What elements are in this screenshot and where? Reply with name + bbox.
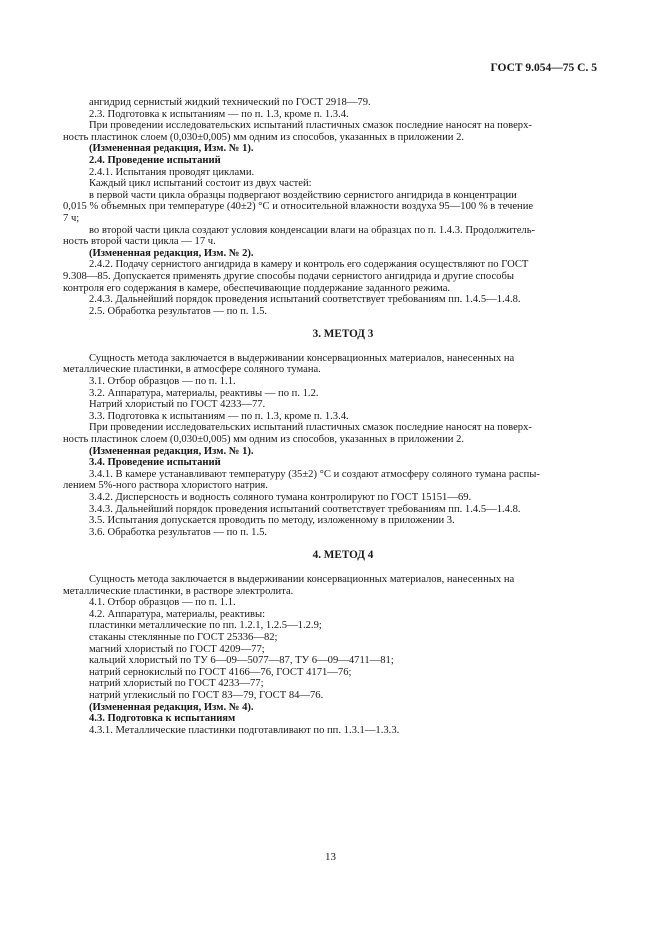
text-line: пластинки металлические по пп. 1.2.1, 1.2.5—1.2.9;: [89, 620, 322, 632]
text-line: 3.4.2. Дисперсность и водность соляного тумана контролируют по ГОСТ 15151—69.: [89, 492, 472, 503]
text-line: 2.4.1. Испытания проводят циклами.: [89, 166, 255, 178]
text-line: (Измененная редакция, Изм. № 2).: [89, 247, 254, 259]
text-line: Сущность метода заключается в выдерживании консервационных материалов, нанесенных на: [89, 573, 515, 585]
section-heading-method-3: 3. МЕТОД 3: [312, 328, 374, 341]
text-line: натрий хлористый по ГОСТ 4233—77;: [89, 678, 264, 690]
text-line: во второй части цикла создают условия конденсации влаги на образцах по п. 1.4.3. Продолжитель-: [89, 224, 536, 236]
text-line: 3.4. Проведение испытаний: [89, 457, 221, 469]
text-line: 2.4. Проведение испытаний: [89, 154, 221, 166]
text-line: 3.4.1. В камере устанавливают температуру (35±2) °С и создают атмосферу соляного тумана распы-: [89, 468, 540, 480]
document-body: [63, 97, 597, 736]
text-line: (Измененная редакция, Изм. № 4).: [89, 701, 254, 713]
text-line: в первой части цикла образцы подвергают воздействию сернистого ангидрида в концентрации: [89, 189, 517, 201]
section-heading-method-4: 4. МЕТОД 4: [312, 549, 374, 562]
text-line: 3.1. Отбор образцов — по п. 1.1.: [89, 376, 236, 388]
text-line: кальций хлористый по ТУ 6—09—5077—87, ТУ 6—09—4711—81;: [89, 655, 394, 667]
text-line: Сущность метода заключается в выдерживании консервационных материалов, нанесенных на: [89, 352, 515, 364]
text-line: 4.1. Отбор образцов — по п. 1.1.: [89, 597, 236, 609]
text-line: 2.5. Обработка результатов — по п. 1.5.: [89, 305, 268, 317]
text-line: ангидрид сернистый жидкий технический по ГОСТ 2918—79.: [89, 97, 371, 108]
text-line: ность пластинок слоем (0,030±0,005) мм одним из способов, указанных в приложении 2.: [63, 131, 465, 143]
text-line: 3.5. Испытания допускается проводить по методу, изложенному в приложении 3.: [89, 515, 455, 527]
text-line: 2.3. Подготовка к испытаниям — по п. 1.3, кроме п. 1.3.4.: [89, 108, 349, 120]
text-line: Каждый цикл испытаний состоит из двух частей:: [89, 178, 312, 190]
text-line: При проведении исследовательских испытаний пластичных смазок последние наносят на поверх-: [89, 120, 532, 132]
text-line: ность второй части цикла — 17 ч.: [63, 236, 216, 248]
text-line: 7 ч;: [63, 212, 80, 224]
section-2-text: [63, 97, 597, 317]
text-line: контроля его содержания в камере, обеспечивающие поддержание заданного режима.: [63, 282, 451, 294]
text-line: Натрий хлористый по ГОСТ 4233—77.: [89, 399, 266, 411]
text-line: ность пластинок слоем (0,030±0,005) мм одним из способов, указанных в приложении 2.: [63, 434, 465, 446]
text-line: 3.6. Обработка результатов — по п. 1.5.: [89, 526, 268, 538]
text-line: натрий сернокислый по ГОСТ 4166—76, ГОСТ 4171—76;: [89, 666, 352, 678]
text-line: При проведении исследовательских испытаний пластичных смазок последние наносят на поверх-: [89, 422, 532, 434]
text-line: металлические пластинки, в атмосфере соляного тумана.: [63, 364, 321, 376]
text-line: стаканы стеклянные по ГОСТ 25336—82;: [89, 631, 278, 643]
text-line: 2.4.3. Дальнейший порядок проведения испытаний соответствует требованиям пп. 1.4.5—1.4.8.: [89, 294, 521, 306]
text-line: лением 5%-ного раствора хлористого натрия.: [63, 480, 268, 492]
page-header: ГОСТ 9.054—75 С. 5: [490, 62, 597, 74]
text-line: натрий углекислый по ГОСТ 83—79, ГОСТ 84—76.: [89, 689, 324, 701]
text-line: магний хлористый по ГОСТ 4209—77;: [89, 643, 265, 655]
text-line: 4.3. Подготовка к испытаниям: [89, 713, 236, 725]
text-line: 3.2. Аппаратура, материалы, реактивы — по п. 1.2.: [89, 387, 319, 399]
text-line: (Измененная редакция, Изм. № 1).: [89, 143, 254, 155]
section-3-text: [63, 352, 597, 539]
text-line: (Измененная редакция, Изм. № 1).: [89, 445, 254, 457]
page-number: 13: [325, 851, 336, 863]
text-line: 4.3.1. Металлические пластинки подготавливают по пп. 1.3.1—1.3.3.: [89, 724, 400, 736]
text-line: 4.2. Аппаратура, материалы, реактивы:: [89, 608, 266, 620]
text-line: 3.3. Подготовка к испытаниям — по п. 1.3, кроме п. 1.3.4.: [89, 410, 349, 422]
text-line: 2.4.2. Подачу сернистого ангидрида в камеру и контроль его содержания осуществляют по ГОСТ: [89, 259, 529, 271]
text-line: 0,015 % объемных при температуре (40±2) °С и относительной влажности воздуха 95—100 % в течение: [63, 201, 534, 213]
text-line: 3.4.3. Дальнейший порядок проведения испытаний соответствует требованиям пп. 1.4.5—1.4.8.: [89, 503, 521, 515]
text-line: 9.308—85. Допускается применять другие способы подачи сернистого ангидрида и другие способы: [63, 270, 514, 282]
section-4-text: [63, 573, 597, 736]
text-line: металлические пластинки, в растворе электролита.: [63, 585, 294, 597]
